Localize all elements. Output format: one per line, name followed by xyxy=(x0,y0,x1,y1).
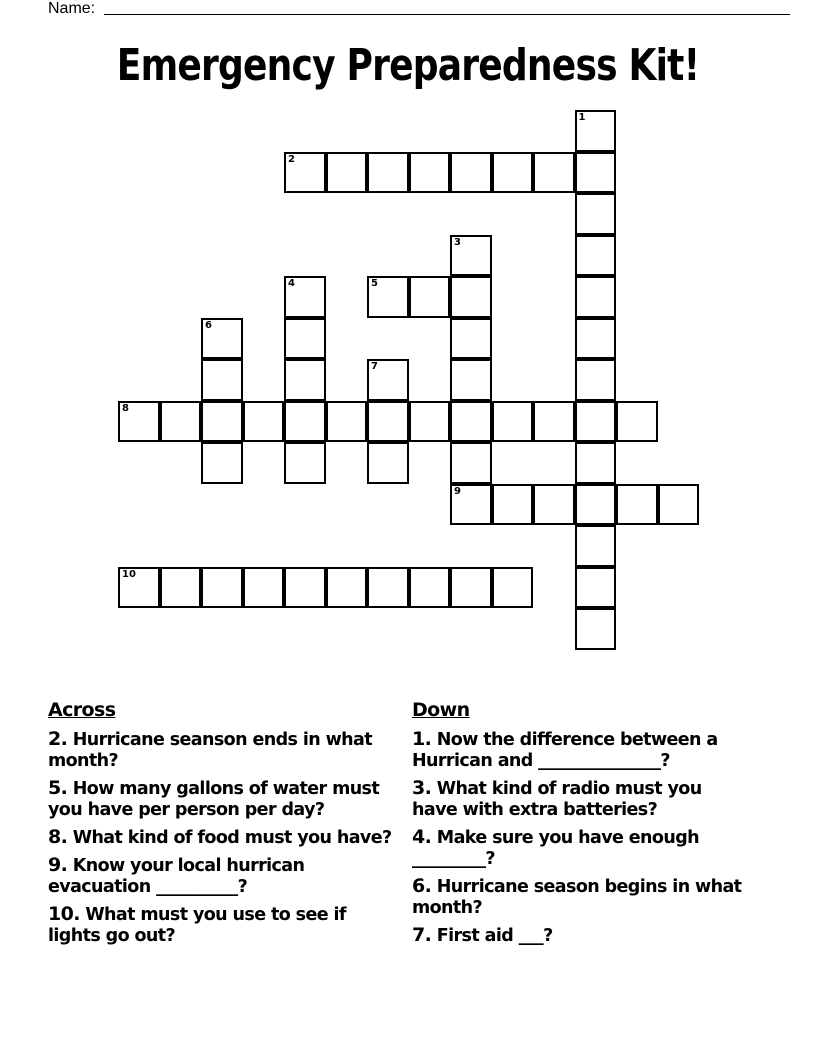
grid-cell[interactable] xyxy=(450,359,492,401)
grid-cell[interactable] xyxy=(575,525,617,567)
grid-cell[interactable] xyxy=(492,567,534,609)
grid-cell[interactable] xyxy=(575,484,617,526)
grid-cell[interactable] xyxy=(575,152,617,194)
page-title: Emergency Preparedness Kit! xyxy=(116,40,700,91)
grid-cell[interactable] xyxy=(450,442,492,484)
grid-cell[interactable] xyxy=(284,567,326,609)
grid-cell[interactable] xyxy=(201,359,243,401)
grid-cell[interactable] xyxy=(409,152,451,194)
across-heading: Across xyxy=(48,699,116,721)
grid-cell[interactable] xyxy=(284,276,326,318)
grid-cell[interactable] xyxy=(118,401,160,443)
grid-cell[interactable] xyxy=(616,484,658,526)
grid-cell[interactable] xyxy=(160,567,202,609)
grid-cell[interactable] xyxy=(326,567,368,609)
grid-cell[interactable] xyxy=(450,401,492,443)
clue-number: 6 xyxy=(205,319,212,331)
across-clue: 2. Hurricane seanson ends in what month? xyxy=(48,728,372,771)
grid-cell[interactable] xyxy=(450,484,492,526)
grid-cell[interactable] xyxy=(533,484,575,526)
grid-cell[interactable] xyxy=(575,318,617,360)
grid-cell[interactable] xyxy=(201,318,243,360)
grid-cell[interactable] xyxy=(160,401,202,443)
grid-cell[interactable] xyxy=(450,235,492,277)
grid-cell[interactable] xyxy=(575,401,617,443)
grid-cell[interactable] xyxy=(201,567,243,609)
grid-cell[interactable] xyxy=(492,152,534,194)
grid-cell[interactable] xyxy=(118,567,160,609)
down-clues xyxy=(412,700,752,953)
clue-number: 8 xyxy=(122,402,129,414)
grid-cell[interactable] xyxy=(575,359,617,401)
grid-cell[interactable] xyxy=(575,442,617,484)
grid-cell[interactable] xyxy=(284,442,326,484)
clue-number: 3 xyxy=(454,236,461,248)
grid-cell[interactable] xyxy=(450,318,492,360)
grid-cell[interactable] xyxy=(367,152,409,194)
grid-cell[interactable] xyxy=(450,152,492,194)
grid-cell[interactable] xyxy=(492,401,534,443)
grid-cell[interactable] xyxy=(575,193,617,235)
grid-cell[interactable] xyxy=(243,401,285,443)
across-clue: 9. Know your local hurrican evacuation __________? xyxy=(48,854,305,897)
down-clue: 6. Hurricane season begins in what month? xyxy=(412,875,742,918)
grid-cell[interactable] xyxy=(367,567,409,609)
grid-cell[interactable] xyxy=(409,567,451,609)
grid-cell[interactable] xyxy=(575,276,617,318)
across-clues xyxy=(48,700,398,953)
grid-cell[interactable] xyxy=(575,567,617,609)
grid-cell[interactable] xyxy=(367,442,409,484)
down-clue: 3. What kind of radio must you have with extra batteries? xyxy=(412,777,702,820)
grid-cell[interactable] xyxy=(326,152,368,194)
clue-number: 10 xyxy=(122,568,136,580)
grid-cell[interactable] xyxy=(575,110,617,152)
grid-cell[interactable] xyxy=(450,567,492,609)
clue-number: 4 xyxy=(288,278,295,289)
grid-cell[interactable] xyxy=(243,567,285,609)
grid-cell[interactable] xyxy=(409,276,451,318)
grid-cell[interactable] xyxy=(616,401,658,443)
grid-cell[interactable] xyxy=(201,401,243,443)
name-label: Name: xyxy=(48,0,96,17)
across-clue: 10. What must you use to see if lights go out? xyxy=(48,903,346,946)
grid-cell[interactable] xyxy=(533,401,575,443)
down-clue: 7. First aid ___? xyxy=(412,924,553,946)
clue-number: 1 xyxy=(578,112,586,123)
grid-cell[interactable] xyxy=(658,484,700,526)
down-clue: 4. Make sure you have enough _________? xyxy=(412,826,699,869)
grid-cell[interactable] xyxy=(367,359,409,401)
grid-cell[interactable] xyxy=(492,484,534,526)
clue-number: 5 xyxy=(371,278,378,289)
down-heading: Down xyxy=(412,699,470,721)
grid-cell[interactable] xyxy=(284,152,326,194)
grid-cell[interactable] xyxy=(367,401,409,443)
grid-cell[interactable] xyxy=(575,608,617,650)
grid-cell[interactable] xyxy=(533,152,575,194)
grid-cell[interactable] xyxy=(201,442,243,484)
across-clue: 8. What kind of food must you have? xyxy=(48,826,392,848)
grid-cell[interactable] xyxy=(450,276,492,318)
grid-cell[interactable] xyxy=(284,359,326,401)
clue-number: 7 xyxy=(371,361,378,372)
grid-cell[interactable] xyxy=(367,276,409,318)
grid-cell[interactable] xyxy=(575,235,617,277)
across-clue: 5. How many gallons of water must you have per person per day? xyxy=(48,777,380,820)
grid-cell[interactable] xyxy=(284,401,326,443)
down-clue: 1. Now the difference between a Hurrican and _______________? xyxy=(412,728,718,771)
clue-number: 2 xyxy=(288,153,295,165)
grid-cell[interactable] xyxy=(409,401,451,443)
grid-cell[interactable] xyxy=(326,401,368,443)
grid-cell[interactable] xyxy=(284,318,326,360)
clue-number: 9 xyxy=(454,485,461,497)
